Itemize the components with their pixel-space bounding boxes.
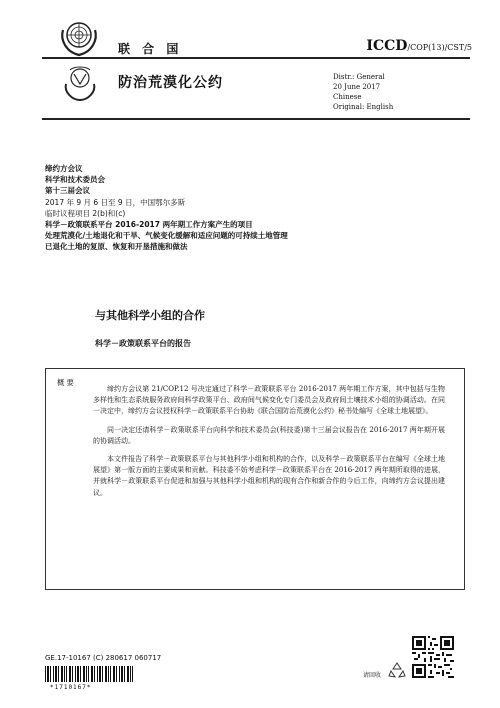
body-name: 缔约方会议 [45,164,83,173]
summary-paragraph-2: 同一决定还请科学－政策联系平台向科学和技术委员会(科技委)第十三届会议报告在 2016-2017 两年期开展的协调活动。 [93,425,445,445]
summary-paragraph-3: 本文件报告了科学－政策联系平台与其他科学小组和机构的合作，以及科学－政策联系平台在编写《全球土地展望》第一版方面的主要成果和贡献。科技委不妨考虑科学－政策联系平台在 2016-2017 两年期所取得的进展，并就科学－政策联系平台促进和加强与其他科学小组和机构的现有合作和新合作的今后工作，向缔约方会议提出建议。 [93,455,445,497]
summary-text [93,384,445,506]
agenda-item-c-line1: 处理荒漠化/土地退化和干旱、气候变化缓解和适应问题的可持续土地管理 [45,231,288,241]
recycle-label: 请回收 [363,672,382,679]
convention-name: 防治荒漠化公约 [118,75,223,91]
meeting-heading [45,163,465,253]
dates-place: 2017 年 9 月 6 日至 9 日，中国鄂尔多斯 [45,197,186,207]
agenda-item-b: 科学－政策联系平台 2016-2017 两年期工作方案产生的项目 [45,220,253,230]
recycle-icon [388,661,406,679]
language: Chinese [333,93,362,101]
unccd-logo [60,62,100,102]
document-symbol: ICCD/COP(13)/CST/5 [366,38,472,54]
distribution-info [333,72,393,112]
issue-date: 20 June 2017 [333,83,381,91]
agenda-item: 临时议程项目 2(b)和(c) [45,208,126,218]
committee-name: 科学和技术委员会 [45,175,105,185]
distribution: Distr.: General [333,73,385,81]
session-name: 第十三届会议 [45,186,90,196]
original-language: Original: English [333,103,394,111]
header-rule [42,57,470,59]
document-number: GE.17-10167 (C) 280617 060717 [45,654,162,662]
organization-name: 联 合 国 [118,42,183,56]
un-emblem-logo [58,16,100,58]
barcode-digits: *1710167* [50,684,92,691]
document-title: 与其他科学小组的合作 [95,309,205,322]
summary-label: 概要 [57,378,76,387]
agenda-item-c-line2: 已退化土地的复原、恢复和开垦措施和做法 [45,242,188,252]
qr-code [412,636,454,678]
header-bottom-rule [42,118,470,120]
barcode [45,666,133,682]
document-subtitle: 科学－政策联系平台的报告 [95,339,191,348]
summary-paragraph-1: 缔约方会议第 21/COP.12 号决定通过了科学－政策联系平台 2016-2017 两年期工作方案，其中包括与生物多样性和生态系统服务政府间科学政策平台、政府间气候变化专门委员会及政府间土壤技术小组的协调活动。在同一决定中，缔约方会议授权科学－政策联系平台协助《联合国防治荒漠化公约》秘书处编写《全球土地展望》。 [93,385,445,416]
